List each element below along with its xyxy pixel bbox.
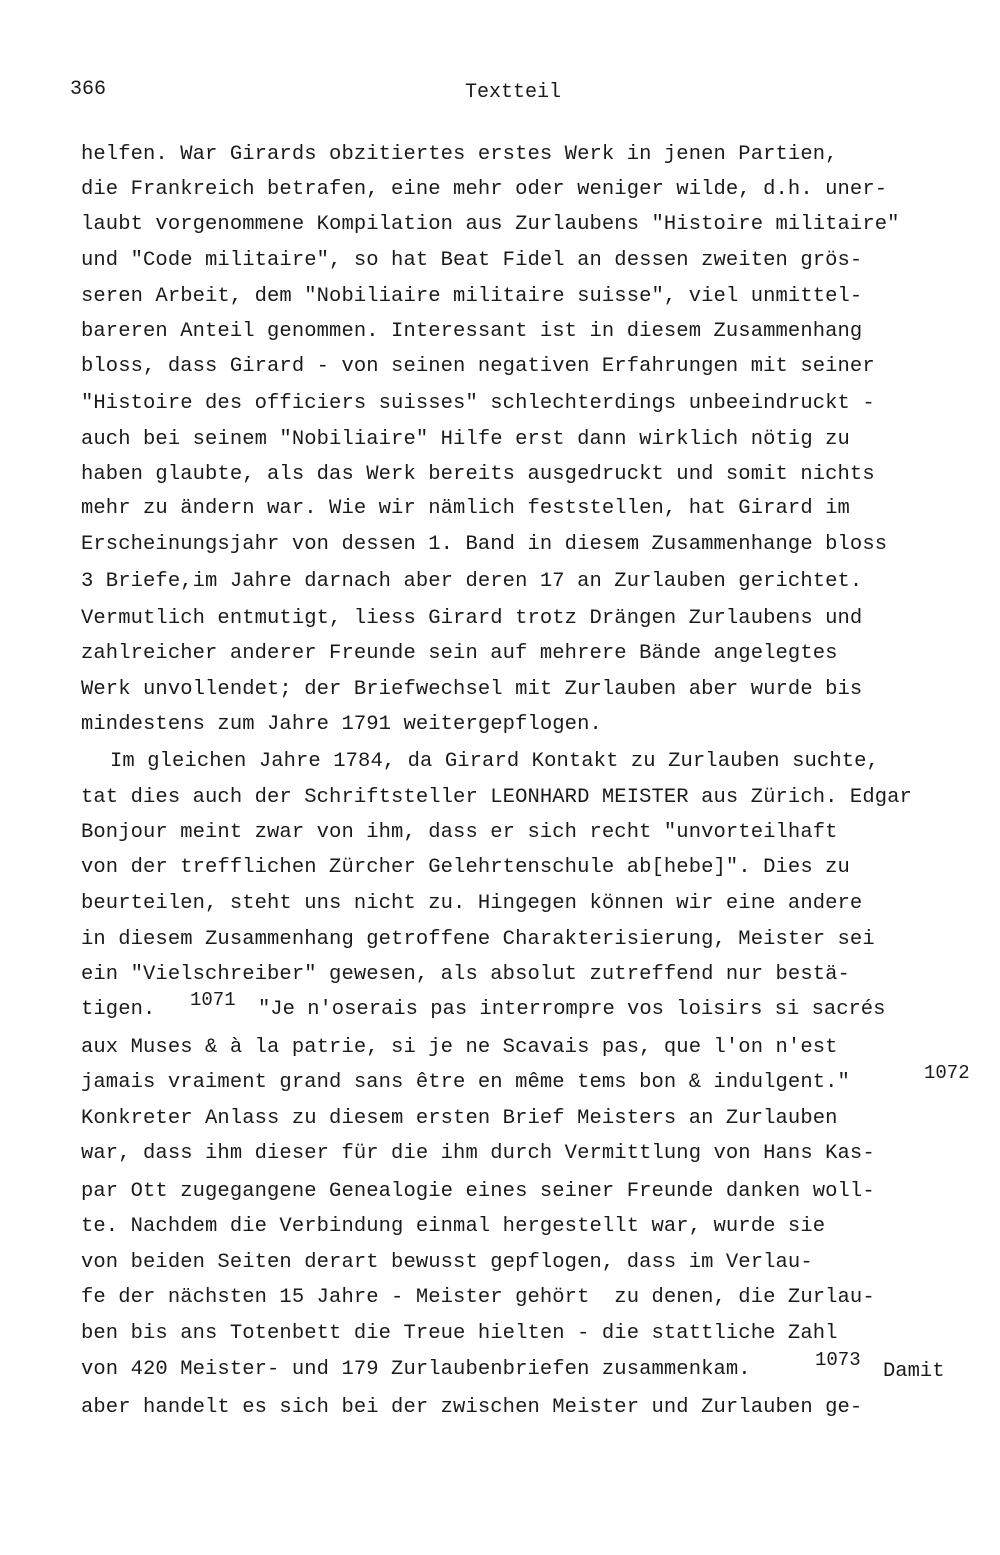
text-line: 3 Briefe,im Jahre darnach aber deren 17 an Zurlauben gerichtet.: [81, 570, 863, 593]
text-line: Konkreter Anlass zu diesem ersten Brief Meisters an Zurlauben: [81, 1107, 838, 1130]
text-line: Vermutlich entmutigt, liess Girard trotz Drängen Zurlaubens und: [81, 607, 863, 630]
text-line: par Ott zugegangene Genealogie eines seiner Freunde danken woll-: [81, 1180, 875, 1203]
text-line: tat dies auch der Schriftsteller LEONHARD MEISTER aus Zürich. Edgar: [81, 786, 912, 809]
text-line: fe der nächsten 15 Jahre - Meister gehört zu denen, die Zurlau-: [81, 1286, 875, 1309]
text-line: bareren Anteil genommen. Interessant ist in diesem Zusammenhang: [81, 320, 863, 343]
text-line: mehr zu ändern war. Wie wir nämlich feststellen, hat Girard im: [81, 497, 850, 520]
text-line: bloss, dass Girard - von seinen negativen Erfahrungen mit seiner: [81, 355, 875, 378]
text-line: haben glaubte, als das Werk bereits ausgedruckt und somit nichts: [81, 463, 875, 486]
text-line: tigen.: [81, 998, 156, 1021]
footnote-ref-1071: 1071: [190, 989, 236, 1011]
text-line: helfen. War Girards obzitiertes erstes Werk in jenen Partien,: [81, 143, 838, 166]
text-line: laubt vorgenommene Kompilation aus Zurlaubens "Histoire militaire": [81, 213, 900, 236]
text-line: von der trefflichen Zürcher Gelehrtenschule ab[hebe]". Dies zu: [81, 856, 850, 879]
text-line: und "Code militaire", so hat Beat Fidel an dessen zweiten grös-: [81, 249, 863, 272]
text-line: aber handelt es sich bei der zwischen Meister und Zurlauben ge-: [81, 1396, 863, 1419]
damit-word: Damit: [883, 1360, 945, 1383]
text-line: die Frankreich betrafen, eine mehr oder weniger wilde, d.h. uner-: [81, 178, 888, 201]
text-line: von 420 Meister- und 179 Zurlaubenbriefen zusammenkam.: [81, 1358, 751, 1381]
text-line: jamais vraiment grand sans être en même tems bon & indulgent.": [81, 1071, 850, 1094]
text-line: beurteilen, steht uns nicht zu. Hingegen können wir eine andere: [81, 892, 863, 915]
text-line: te. Nachdem die Verbindung einmal hergestellt war, wurde sie: [81, 1215, 826, 1238]
text-line: ein "Vielschreiber" gewesen, als absolut zutreffend nur bestä-: [81, 963, 850, 986]
french-quote-start: "Je n'oserais pas interrompre vos loisirs si sacrés: [258, 998, 886, 1021]
text-line: Erscheinungsjahr von dessen 1. Band in diesem Zusammenhange bloss: [81, 533, 888, 556]
footnote-ref-1072: 1072: [924, 1062, 970, 1084]
page-number: 366: [70, 78, 107, 101]
text-line: aux Muses & à la patrie, si je ne Scavais pas, que l'on n'est: [81, 1036, 838, 1059]
running-head: Textteil: [465, 81, 562, 104]
text-line: Werk unvollendet; der Briefwechsel mit Zurlauben aber wurde bis: [81, 678, 863, 701]
text-line: in diesem Zusammenhang getroffene Charakterisierung, Meister sei: [81, 928, 875, 951]
footnote-ref-1073: 1073: [815, 1349, 861, 1371]
text-line: auch bei seinem "Nobiliaire" Hilfe erst dann wirklich nötig zu: [81, 428, 850, 451]
text-line: von beiden Seiten derart bewusst gepflogen, dass im Verlau-: [81, 1251, 813, 1274]
text-line: war, dass ihm dieser für die ihm durch Vermittlung von Hans Kas-: [81, 1142, 875, 1165]
text-line: mindestens zum Jahre 1791 weitergepflogen.: [81, 713, 602, 736]
text-line: seren Arbeit, dem "Nobiliaire militaire suisse", viel unmittel-: [81, 285, 863, 308]
paragraph-start-line: Im gleichen Jahre 1784, da Girard Kontakt zu Zurlauben suchte,: [110, 750, 879, 773]
text-line: zahlreicher anderer Freunde sein auf mehrere Bände angelegtes: [81, 642, 838, 665]
text-line: ben bis ans Totenbett die Treue hielten - die stattliche Zahl: [81, 1322, 838, 1345]
text-line: "Histoire des officiers suisses" schlechterdings unbeeindruckt -: [81, 392, 875, 415]
text-line: Bonjour meint zwar von ihm, dass er sich recht "unvorteilhaft: [81, 821, 838, 844]
